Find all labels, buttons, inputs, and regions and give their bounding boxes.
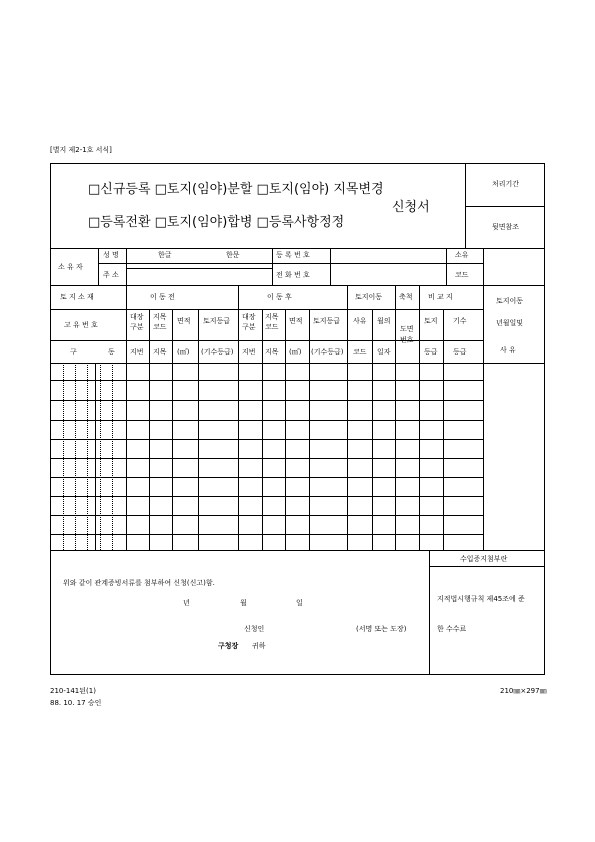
ownership-label: 소유 xyxy=(455,251,469,259)
divider xyxy=(347,285,348,550)
code-label: 코드 xyxy=(455,271,469,279)
divider xyxy=(112,363,113,550)
jibeon-after-header: 지번 xyxy=(242,348,256,356)
addressee-label: 구청장 xyxy=(218,642,239,650)
address-label: 주 소 xyxy=(103,271,119,279)
ledger-type-1: 대장 xyxy=(130,313,144,321)
area-after-unit: (㎡) xyxy=(289,348,302,356)
divider xyxy=(50,400,483,401)
divider xyxy=(149,309,150,550)
year-label: 년 xyxy=(183,599,190,607)
seal-label: (서명 또는 도장) xyxy=(356,625,407,633)
jimok-code-1: 지목 xyxy=(153,313,167,321)
divider xyxy=(172,309,173,550)
reg-no-label: 등 록 번 호 xyxy=(276,251,310,259)
divider xyxy=(465,206,545,207)
form-number: 210-141된(1) xyxy=(50,687,96,695)
dong-header: 동 xyxy=(108,348,115,356)
land-location-header: 토 지 소 재 xyxy=(60,293,94,301)
divider xyxy=(309,309,310,550)
divider xyxy=(95,363,96,550)
divider xyxy=(50,248,545,249)
divider xyxy=(429,566,545,567)
divider xyxy=(50,363,545,364)
gu-header: 구 xyxy=(70,348,77,356)
gisu-header: 기수 xyxy=(453,317,467,325)
divider xyxy=(429,550,430,675)
divider xyxy=(126,285,127,550)
divider xyxy=(238,285,239,550)
divider xyxy=(126,248,127,285)
divider xyxy=(262,309,263,550)
paper-size: 210㎜×297㎜ xyxy=(500,687,547,695)
divider xyxy=(50,285,545,286)
jimok-code-after-2: 코드 xyxy=(265,323,279,331)
divider xyxy=(395,285,396,550)
ledger-type-2: 구분 xyxy=(130,323,144,331)
land-grade-after-header: 토지등급 xyxy=(313,317,341,325)
jimok-after-header: 지목 xyxy=(265,348,279,356)
processing-period-label: 처리기간 xyxy=(492,180,520,188)
reason-header: 사유 xyxy=(353,317,367,325)
divider xyxy=(50,534,483,535)
divider xyxy=(63,363,64,550)
divider xyxy=(87,363,88,550)
hanja-label: 한문 xyxy=(226,251,240,259)
divider xyxy=(50,477,483,478)
divider xyxy=(98,263,483,264)
area-header: 면적 xyxy=(177,317,191,325)
honorific-label: 귀하 xyxy=(252,642,266,650)
move-reason-header-1: 토지이동 xyxy=(496,297,524,305)
divider xyxy=(50,550,545,551)
day-label: 일 xyxy=(296,599,303,607)
divider xyxy=(50,496,483,497)
divider xyxy=(50,439,483,440)
grade-header: 등급 xyxy=(424,348,438,356)
grade-after-unit: (기수등급) xyxy=(311,348,344,356)
grade-unit: (기수등급) xyxy=(201,348,234,356)
divider xyxy=(50,458,483,459)
move-reason-header-3: 사 유 xyxy=(500,346,516,354)
divider xyxy=(50,380,483,381)
divider xyxy=(419,285,420,550)
statement-text: 위와 같이 관계증빙서류를 첨부하여 신청(신고)함. xyxy=(63,579,215,587)
ledger-type-after-2: 구분 xyxy=(242,323,256,331)
unique-no-header: 고 유 번 호 xyxy=(64,321,98,329)
divider xyxy=(483,285,484,550)
area-after-header: 면적 xyxy=(289,317,303,325)
month-label: 월 xyxy=(240,599,247,607)
stamp-header: 수입증지첨부란 xyxy=(460,555,508,563)
divider xyxy=(272,248,273,285)
move-reason-header-2: 년월일및 xyxy=(496,319,524,327)
land-grade-header: 토지등급 xyxy=(203,317,231,325)
divider xyxy=(198,309,199,550)
doc-no-header-2: 번호 xyxy=(400,336,414,344)
doc-no-header-1: 도면 xyxy=(400,325,414,333)
after-header: 이 동 후 xyxy=(267,293,292,301)
ledger-type-after-1: 대장 xyxy=(242,313,256,321)
divider xyxy=(446,248,447,285)
date-header: 일자 xyxy=(377,348,391,356)
gisu-grade-header: 등급 xyxy=(453,348,467,356)
jimok-code-after-1: 지목 xyxy=(265,313,279,321)
see-back-label: 뒷면참조 xyxy=(492,223,520,231)
title-suffix: 신청서 xyxy=(392,200,430,215)
stamp-line-2: 한 수수료 xyxy=(437,625,467,633)
ymd-header: 월의 xyxy=(377,317,391,325)
approval-date: 88. 10. 17 승인 xyxy=(50,699,102,707)
divider xyxy=(483,248,484,285)
name-label: 성 명 xyxy=(103,251,119,259)
scale-header: 축척 xyxy=(399,293,413,301)
jimok-header: 지목 xyxy=(153,348,167,356)
divider xyxy=(98,248,99,285)
title-line-1: □신규등록 □토지(임야)분할 □토지(임야) 지목변경 xyxy=(88,182,384,197)
title-line-2: □등록전환 □토지(임야)합병 □등록사항정정 xyxy=(88,215,345,230)
divider xyxy=(100,363,101,550)
jibeon-header: 지번 xyxy=(130,348,144,356)
land-header: 토지 xyxy=(424,317,438,325)
divider xyxy=(372,309,373,550)
before-header: 이 동 전 xyxy=(150,293,175,301)
divider xyxy=(330,248,331,285)
land-move-header: 토지이동 xyxy=(355,293,383,301)
stamp-line-1: 지적법시행규칙 제45조에 준 xyxy=(437,595,525,603)
code-header: 코드 xyxy=(353,348,367,356)
divider xyxy=(443,309,444,550)
area-unit: (㎡) xyxy=(177,348,190,356)
divider xyxy=(126,268,272,269)
divider xyxy=(285,309,286,550)
divider xyxy=(50,420,483,421)
reserve-header: 비 교 지 xyxy=(428,293,453,301)
jimok-code-2: 코드 xyxy=(153,323,167,331)
owner-label: 소 유 자 xyxy=(58,263,83,271)
form-number-tag: [별지 제2-1호 서식] xyxy=(50,146,112,154)
divider xyxy=(75,363,76,550)
phone-label: 전 화 번 호 xyxy=(276,271,310,279)
hangul-label: 한글 xyxy=(158,251,172,259)
applicant-label: 신청인 xyxy=(244,625,265,633)
divider xyxy=(50,515,483,516)
